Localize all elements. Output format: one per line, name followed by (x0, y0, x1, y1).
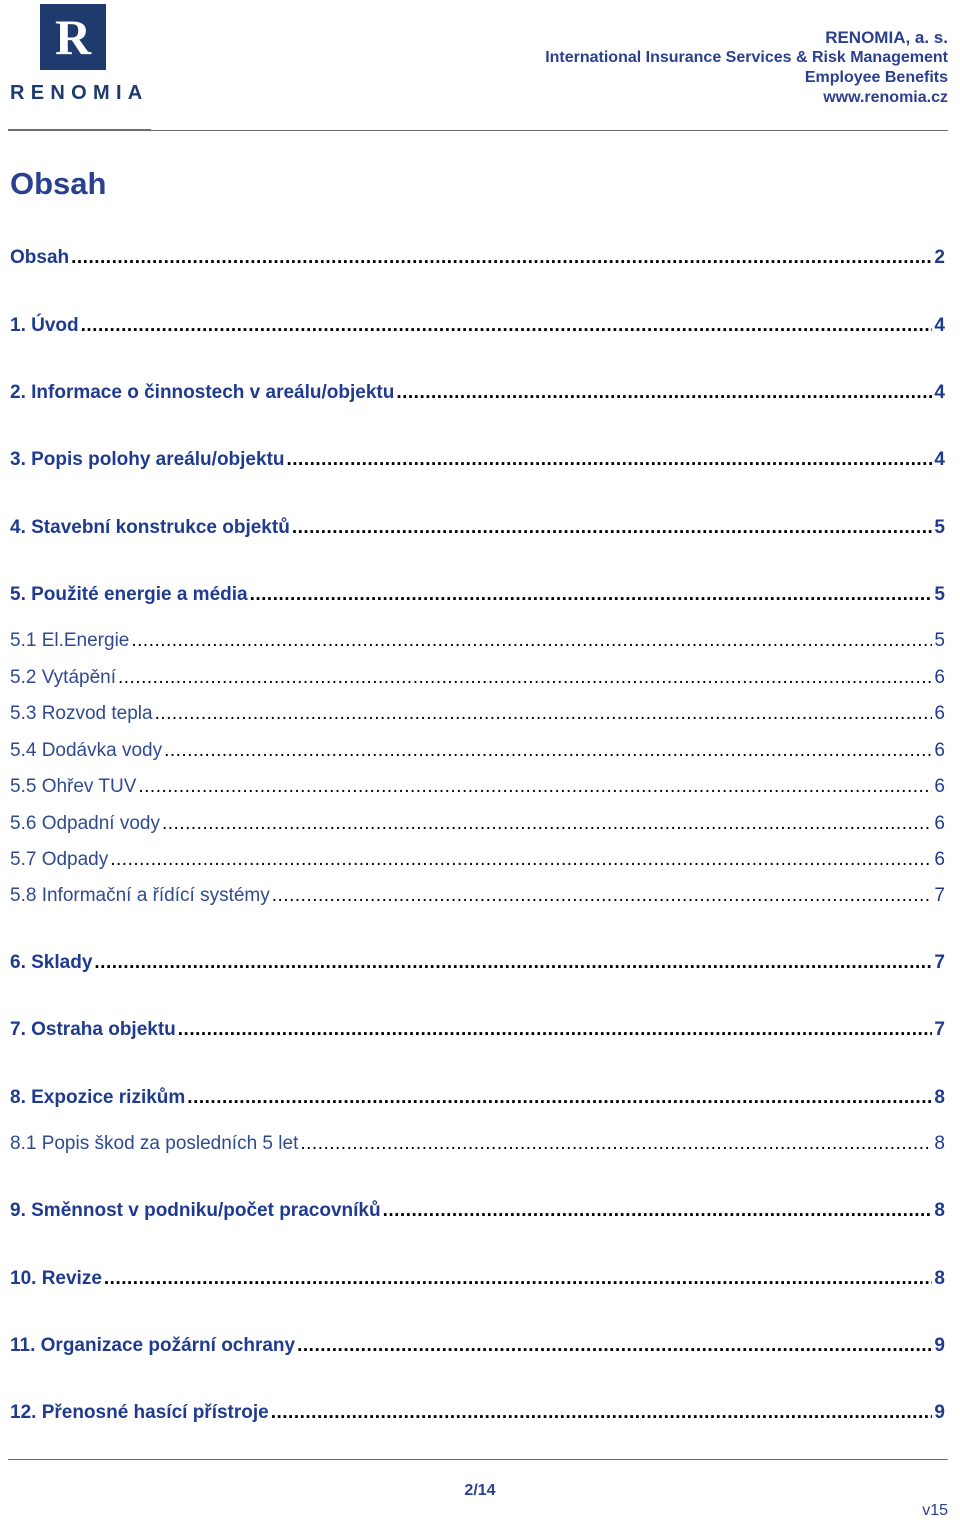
toc-entry-page: 6 (934, 776, 945, 797)
toc-entry[interactable] (10, 884, 945, 908)
toc-entry-page: 6 (934, 849, 945, 870)
toc-entry-label: 1. Úvod (10, 315, 79, 336)
toc-leader-dots (94, 951, 932, 975)
toc-entry[interactable] (10, 314, 945, 338)
toc-entry-page: 8 (934, 1268, 945, 1289)
toc-entry-label: 5.4 Dodávka vody (10, 740, 163, 761)
toc-entry-label: 5. Použité energie a média (10, 584, 248, 605)
toc-leader-dots (300, 1132, 932, 1156)
toc-leader-dots (164, 739, 932, 763)
toc-entry-page: 5 (934, 630, 945, 651)
toc-leader-dots (292, 516, 933, 540)
logo-letter: R (54, 9, 92, 65)
toc-entry-page: 5 (934, 584, 945, 605)
toc-entry[interactable] (10, 1267, 945, 1291)
toc-leader-dots (383, 1199, 933, 1223)
toc-entry-label: 2. Informace o činnostech v areálu/objektu (10, 382, 395, 403)
toc-leader-dots (287, 448, 933, 472)
logo-wordmark: RENOMIA (10, 82, 149, 104)
toc-entry-label: 12. Přenosné hasící přístroje (10, 1402, 269, 1423)
toc-entry-page: 8 (934, 1087, 945, 1108)
toc-entry-page: 6 (934, 667, 945, 688)
toc-entry-label: Obsah (10, 247, 70, 268)
toc-entry-page: 6 (934, 740, 945, 761)
toc-leader-dots (118, 666, 932, 690)
toc-entry-page: 8 (934, 1200, 945, 1221)
toc-leader-dots (81, 314, 933, 338)
toc-entry-page: 9 (934, 1402, 945, 1423)
toc-entry-page: 5 (934, 517, 945, 538)
toc-entry-page: 4 (934, 315, 945, 336)
toc-leader-dots (272, 884, 933, 908)
toc-entry[interactable] (10, 1334, 945, 1358)
toc-entry[interactable] (10, 1018, 945, 1042)
toc-entry-label: 10. Revize (10, 1268, 102, 1289)
toc-entry-label: 8. Expozice rizikům (10, 1087, 186, 1108)
toc-leader-dots (155, 702, 933, 726)
toc-entry-page: 7 (934, 1019, 945, 1040)
toc-entry[interactable] (10, 1086, 945, 1110)
toc-entry[interactable] (10, 775, 945, 799)
toc-entry-label: 9. Směnnost v podniku/počet pracovníků (10, 1200, 381, 1221)
toc-entry-label: 6. Sklady (10, 952, 93, 973)
toc-leader-dots (187, 1086, 932, 1110)
version-label: v15 (922, 1502, 948, 1519)
toc-leader-dots (131, 629, 932, 653)
toc-entry[interactable] (10, 516, 945, 540)
toc-leader-dots (162, 812, 932, 836)
toc-entry-label: 5.8 Informační a řídící systémy (10, 885, 270, 906)
toc-entry[interactable] (10, 1132, 945, 1156)
page-title: Obsah (10, 166, 107, 201)
toc-entry-page: 2 (934, 247, 945, 268)
company-division: Employee Benefits (804, 69, 948, 86)
toc-entry-label: 8.1 Popis škod za posledních 5 let (10, 1133, 299, 1154)
toc-leader-dots (138, 775, 932, 799)
toc-entry-page: 6 (934, 703, 945, 724)
toc-entry-page: 9 (934, 1335, 945, 1356)
toc-leader-dots (250, 583, 933, 607)
toc-entry[interactable] (10, 1401, 945, 1425)
company-name: RENOMIA, a. s. (825, 28, 948, 47)
company-website-link[interactable]: www.renomia.cz (823, 89, 948, 106)
toc-entry[interactable] (10, 812, 945, 836)
toc-entry-label: 3. Popis polohy areálu/objektu (10, 449, 285, 470)
toc-entry[interactable] (10, 951, 945, 975)
toc-entry-page: 7 (934, 952, 945, 973)
toc-entry-label: 5.3 Rozvod tepla (10, 703, 153, 724)
toc-leader-dots (271, 1401, 933, 1425)
toc-entry-label: 5.2 Vytápění (10, 667, 116, 688)
toc-entry-page: 4 (934, 382, 945, 403)
toc-entry-page: 6 (934, 813, 945, 834)
table-of-contents (10, 0, 945, 1525)
toc-entry[interactable] (10, 702, 945, 726)
toc-leader-dots (110, 848, 932, 872)
toc-entry-page: 7 (934, 885, 945, 906)
toc-entry[interactable] (10, 666, 945, 690)
toc-leader-dots (178, 1018, 933, 1042)
toc-leader-dots (104, 1267, 933, 1291)
toc-entry-label: 5.7 Odpady (10, 849, 109, 870)
page-number: 2/14 (464, 1482, 496, 1499)
toc-entry-label: 4. Stavební konstrukce objektů (10, 517, 290, 538)
toc-entry[interactable] (10, 448, 945, 472)
toc-leader-dots (396, 381, 932, 405)
toc-leader-dots (71, 246, 932, 270)
toc-entry[interactable] (10, 848, 945, 872)
toc-entry-label: 11. Organizace požární ochrany (10, 1335, 296, 1356)
toc-entry[interactable] (10, 739, 945, 763)
toc-leader-dots (297, 1334, 932, 1358)
toc-entry-label: 5.6 Odpadní vody (10, 813, 160, 834)
toc-entry[interactable] (10, 629, 945, 653)
toc-entry[interactable] (10, 1199, 945, 1223)
toc-entry[interactable] (10, 246, 945, 270)
toc-entry-label: 5.5 Ohřev TUV (10, 776, 137, 797)
footer-divider (8, 1459, 948, 1460)
toc-entry-label: 5.1 El.Energie (10, 630, 130, 651)
company-tagline: International Insurance Services & Risk Management (545, 49, 948, 66)
toc-entry-page: 8 (934, 1133, 945, 1154)
toc-entry-label: 7. Ostraha objektu (10, 1019, 176, 1040)
toc-entry[interactable] (10, 381, 945, 405)
toc-entry[interactable] (10, 583, 945, 607)
toc-entry-page: 4 (934, 449, 945, 470)
